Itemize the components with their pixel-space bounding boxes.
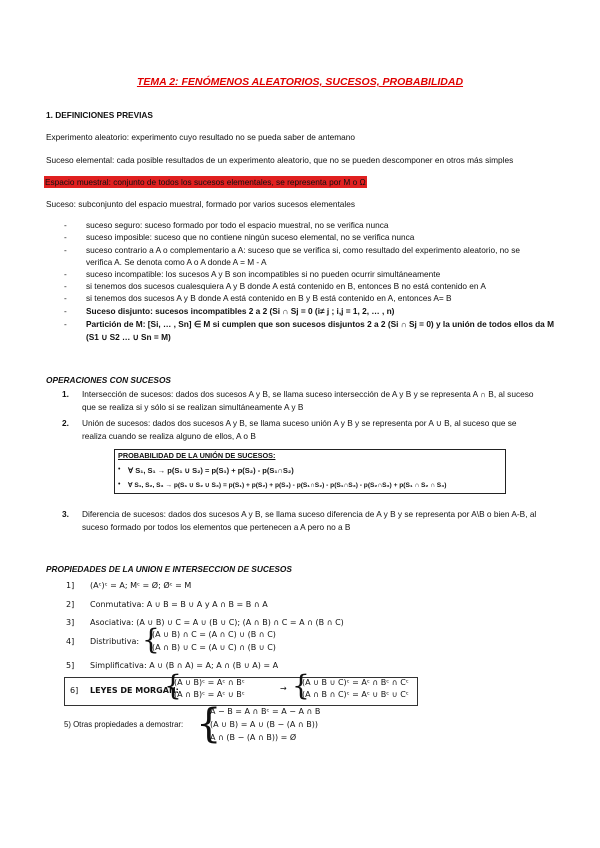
page-title: TEMA 2: FENÓMENOS ALEATORIOS, SUCESOS, PROBABILIDAD xyxy=(136,76,464,88)
def-experimento: Experimento aleatorio: experimento cuyo resultado no se pueda saber de antemano xyxy=(46,132,356,142)
prop-number: 5] xyxy=(66,661,75,670)
op-diferencia-line1: Diferencia de sucesos: dados dos sucesos A y B, se llama suceso diferencia de A y B y se representa por A\B o bien A-B, al xyxy=(82,509,537,519)
prop-simplificativa: Simplificativa: A ∪ (B ∩ A) = A; A ∩ (B ∪ A) = A xyxy=(90,661,279,670)
bullet: • xyxy=(118,466,121,473)
def-suceso-elemental: Suceso elemental: cada posible resultados de un experimento aleatorio, que no se pueden descomponer en otros más simples xyxy=(46,155,514,165)
prop-number: 1] xyxy=(66,581,75,590)
prop-distributiva-label: Distributiva: xyxy=(90,637,140,646)
prop-morgan-label: LEYES DE MORGAN: xyxy=(90,686,179,695)
op-number: 2. xyxy=(62,418,69,428)
brace-icon: { xyxy=(292,669,310,702)
def-suceso: Suceso: subconjunto del espacio muestral, formado por varios sucesos elementales xyxy=(46,199,355,209)
box-formula-1: ∀ S₁, S₁ → p(S₁ ∪ S₂) = p(S₁) + p(S₂) - p(S₁∩S₂) xyxy=(128,466,294,475)
op-interseccion-line2: que se realiza si y sólo si se realizan simultáneamente A y B xyxy=(82,402,304,412)
prop-distributiva-2: (A ∩ B) ∪ C = (A ∪ C) ∩ (B ∪ C) xyxy=(152,643,276,652)
prop-number: 3] xyxy=(66,618,75,627)
prop-complemento: (Aᶜ)ᶜ = A; Mᶜ = Ø; Øᶜ = M xyxy=(90,581,192,590)
op-union-line1: Unión de sucesos: dados dos sucesos A y B, se llama suceso unión A y B y se representa por A ∪ B, al suceso que se xyxy=(82,418,517,428)
op-diferencia-line2: suceso formado por todos los elementos que pertenecen a A pero no a B xyxy=(82,522,351,532)
prop-morgan-3: (A ∪ B ∪ C)ᶜ = Aᶜ ∩ Bᶜ ∩ Cᶜ xyxy=(302,678,409,687)
prop-distributiva-1: (A ∪ B) ∩ C = (A ∩ C) ∪ (B ∩ C) xyxy=(152,630,276,639)
op-union-line2: realiza cuando se realiza alguno de ellos, A o B xyxy=(82,431,256,441)
prop-asociativa: Asociativa: (A ∪ B) ∪ C = A ∪ (B ∪ C); (A ∩ B) ∩ C = A ∩ (B ∩ C) xyxy=(90,618,344,627)
op-number: 3. xyxy=(62,509,69,519)
list-item: verifica A. Se denota como A o A donde A = M - A xyxy=(86,257,267,267)
list-item: Suceso disjunto: sucesos incompatibles 2 a 2 (Si ∩ Sj = 0 (i≠ j ; i,j = 1, 2, … , n) xyxy=(86,306,395,316)
brace-icon: { xyxy=(196,701,222,747)
list-item: si tenemos dos sucesos A y B donde A está contenido en B y B está contenido en A, entonces A= B xyxy=(86,293,452,303)
def-espacio-muestral: Espacio muestral: conjunto de todos los sucesos elementales, se representa por M o Ω xyxy=(45,177,366,187)
list-item: Partición de M: [Si, … , Sn] ∈ M si cumplen que son sucesos disjuntos 2 a 2 (Si ∩ Sj = 0) y la unión de todos ellos da M xyxy=(86,319,555,329)
prop-morgan-4: (A ∩ B ∩ C)ᶜ = Aᶜ ∪ Bᶜ ∪ Cᶜ xyxy=(302,690,409,699)
prop-otras-label: 5) Otras propiedades a demostrar: xyxy=(64,720,184,729)
list-item: si tenemos dos sucesos cualesquiera A y B donde A está contenido en B, entonces B no está contenido en A xyxy=(86,281,486,291)
box-title: PROBABILIDAD DE LA UNIÓN DE SUCESOS: xyxy=(118,451,276,460)
brace-icon: { xyxy=(142,623,160,656)
prop-number: 4] xyxy=(66,637,75,646)
section-heading-propiedades: PROPIEDADES DE LA UNION E INTERSECCION DE SUCESOS xyxy=(46,564,292,574)
prop-number: 6] xyxy=(70,686,79,695)
box-formula-2: ∀ S₁, S₂, S₃ → p(S₁ ∪ S₂ ∪ S₃) = p(S₁) + p(S₂) + p(S₃) - p(S₁∩S₂) - p(S₁∩S₃) - p(S₂∩S₃) + p(S₁ ∩ S₂ ∩ S₃) xyxy=(128,482,447,489)
prop-otras-1: A − B = A ∩ Bᶜ = A − A ∩ B xyxy=(210,707,321,716)
prop-number: 2] xyxy=(66,600,75,609)
list-item: suceso imposible: suceso que no contiene ningún suceso elemental, no se verifica nunca xyxy=(86,232,415,242)
list-item: suceso seguro: suceso formado por todo el espacio muestral, no se verifica nunca xyxy=(86,220,389,230)
brace-icon: { xyxy=(164,669,182,702)
prop-morgan-1: (A ∪ B)ᶜ = Aᶜ ∩ Bᶜ xyxy=(174,678,245,687)
list-item: suceso incompatible: los sucesos A y B son incompatibles si no pueden ocurrir simultáneamente xyxy=(86,269,441,279)
op-number: 1. xyxy=(62,389,69,399)
section-heading-definiciones: 1. DEFINICIONES PREVIAS xyxy=(46,110,153,120)
list-item: (S1 ∪ S2 … ∪ Sn = M) xyxy=(86,332,171,342)
arrow-right-icon: → xyxy=(280,684,287,693)
op-interseccion-line1: Intersección de sucesos: dados dos sucesos A y B, se llama suceso intersección de A y B y se representa A ∩ B, al suceso xyxy=(82,389,534,399)
prop-otras-3: A ∩ (B − (A ∩ B)) = Ø xyxy=(210,733,297,742)
bullet: • xyxy=(118,481,121,488)
prop-conmutativa: Conmutativa: A ∪ B = B ∪ A y A ∩ B = B ∩ A xyxy=(90,600,268,609)
list-item: suceso contrario a A o complementario a A: suceso que se verifica si, como resultado del experimento aleatorio, no se xyxy=(86,245,520,255)
prop-morgan-2: (A ∩ B)ᶜ = Aᶜ ∪ Bᶜ xyxy=(174,690,245,699)
prop-otras-2: (A ∪ B) = A ∪ (B − (A ∩ B)) xyxy=(210,720,319,729)
section-heading-operaciones: OPERACIONES CON SUCESOS xyxy=(46,375,171,385)
